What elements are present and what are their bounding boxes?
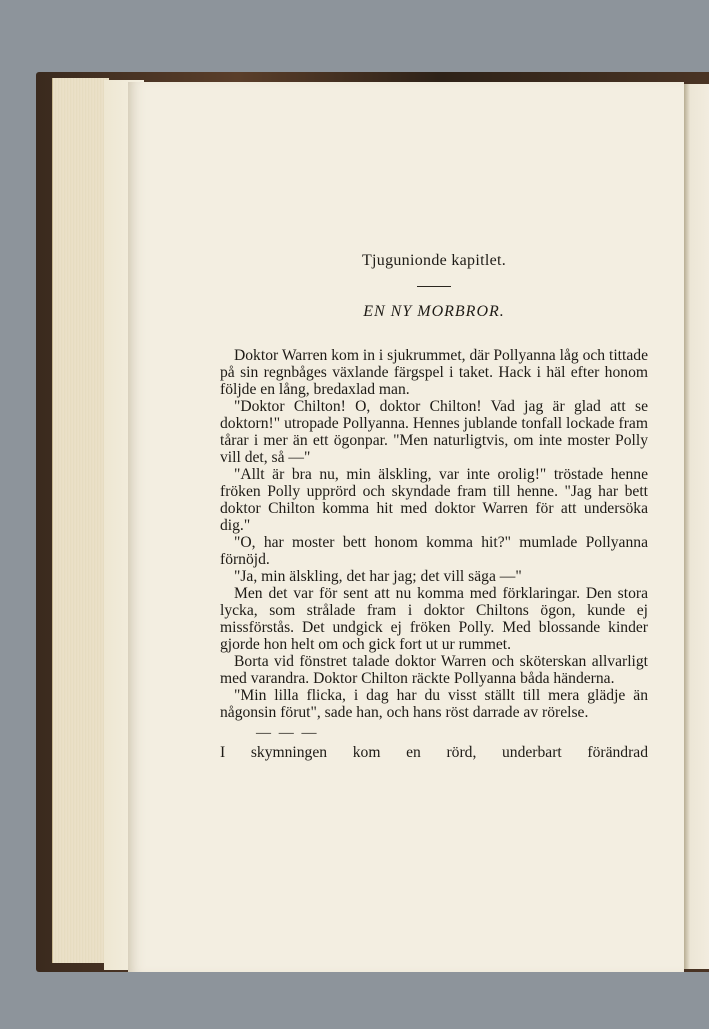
paragraph: Men det var för sent att nu komma med förklaringar. Den stora lycka, som strålade fram i doktor Chiltons ögon, kunde ej missförstås. Det undgick ej fröken Polly. Med blossande kinder gjorde hon helt om och gick fort ut ur rummet.: [220, 585, 648, 653]
section-break: — — —: [256, 725, 319, 741]
paragraph-last-line: I skymningen kom en rörd, underbart förändrad: [220, 744, 648, 761]
chapter-title: EN NY MORBROR.: [363, 303, 505, 320]
facing-page-edge: [684, 84, 709, 969]
paragraph: "Min lilla flicka, i dag har du visst ställt till mera glädje än någonsin förut", sade han, och hans röst darrade av rörelse.: [220, 687, 648, 721]
paragraph: "Allt är bra nu, min älskling, var inte orolig!" tröstade henne fröken Polly upprörd och skyndade fram till henne. "Jag har bett doktor Chilton komma hit med doktor Warren för att undersöka dig.": [220, 466, 648, 534]
page-edges: [52, 78, 109, 963]
paragraph: "Ja, min älskling, det har jag; det vill säga —": [234, 568, 522, 585]
paragraph: Doktor Warren kom in i sjukrummet, där Pollyanna låg och tittade på sin regnbåges växlande färgspel i taket. Hack i häl efter honom följde en lång, bredaxlad man.: [220, 347, 648, 398]
paragraph: "O, har moster bett honom komma hit?" mumlade Pollyanna förnöjd.: [220, 534, 648, 568]
paragraph: "Doktor Chilton! O, doktor Chilton! Vad jag är glad att se doktorn!" utropade Pollyanna. Hennes jublande tonfall lockade fram tårar i mer än ett ögonpar. "Men naturligtvis, om inte moster Polly vill det, så —": [220, 398, 648, 466]
heading-rule: [417, 286, 451, 287]
page-text: [220, 240, 648, 761]
chapter-heading: Tjugunionde kapitlet.: [361, 252, 507, 269]
paragraph: Borta vid fönstret talade doktor Warren och sköterskan allvarligt med varandra. Doktor Chilton räckte Pollyanna båda händerna.: [220, 653, 648, 687]
